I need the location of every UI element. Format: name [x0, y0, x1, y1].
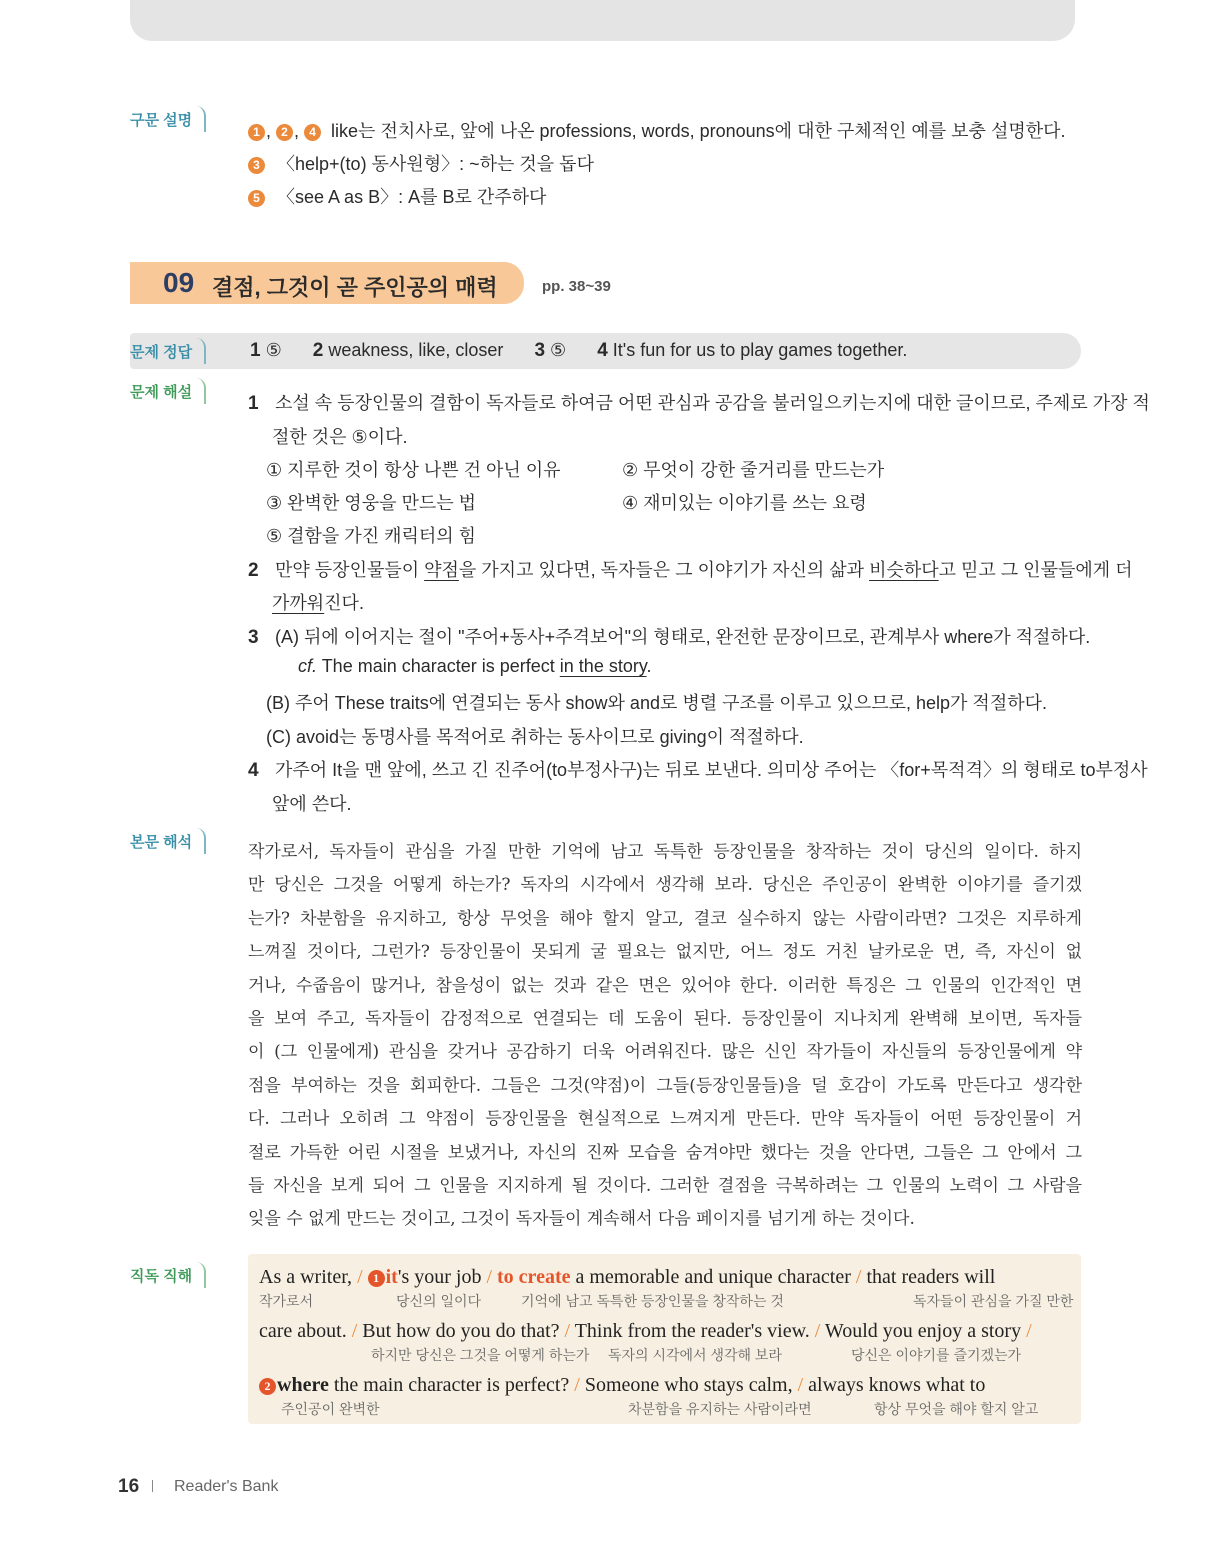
q2-underline-1: 약점	[424, 560, 459, 580]
chunk: always knows what to	[808, 1374, 986, 1396]
translation-line: 작가로서, 독자들이 관심을 가질 만한 기억에 남고 독특한 등장인물을 창작하는 것이 당신의 일이다. 하지	[248, 842, 1082, 862]
chunk: Think from the reader's view.	[574, 1320, 810, 1342]
unit-title-banner	[130, 262, 524, 304]
option-1: ① 지루한 것이 항상 나쁜 건 아닌 이유	[266, 460, 561, 480]
q3-line-b: (B) 주어 These traits에 연결되는 동사 show와 and로 병렬 구조를 이루고 있으므로, help가 적절하다.	[266, 693, 1047, 713]
number-badge: 5	[248, 190, 265, 207]
number-badge: 2	[276, 124, 293, 141]
grammar-line-2	[248, 150, 594, 176]
page-number: 16	[118, 1476, 140, 1497]
book-title: Reader's Bank	[174, 1478, 279, 1495]
q2-text: 만약 등장인물들이	[275, 560, 425, 580]
chunk: that readers will	[866, 1266, 996, 1288]
answer-number: 1	[250, 340, 261, 361]
q3-cf-text: The main character is perfect	[317, 656, 560, 676]
answer-number: 2	[312, 340, 324, 361]
translation-line: 다. 그러나 오히려 그 약점이 등장인물을 현실적으로 느껴지게 만든다. 만약 독자들이 어떤 등장인물이 거	[248, 1109, 1082, 1130]
q3-cf-text: .	[646, 656, 652, 676]
reading-ko: 당신은 이야기를 즐기겠는가	[851, 1347, 1022, 1363]
translation-line: 절로 가득한 어린 시절을 보냈거나, 자신의 진짜 모습을 숨겨야만 했다는 것을 안다면, 그들은 그 안에서 그	[248, 1142, 1082, 1163]
chunk: Someone who stays calm,	[584, 1374, 793, 1396]
footer-divider	[152, 1480, 153, 1492]
q1-text: 소설 속 등장인물의 결함이 독자들로 하여금 어떤 관심과 공감을 불러일으키는지에 대한 글이므로, 주제로 가장 적	[275, 393, 1150, 413]
answers-text	[250, 340, 907, 362]
answer-2: weakness, like, closer	[328, 340, 504, 360]
answer-number: 3	[534, 340, 546, 361]
chunk: a memorable and unique character	[570, 1266, 851, 1288]
direct-reading-box	[248, 1254, 1081, 1424]
question-number: 4	[248, 760, 259, 781]
chunk-bold: where	[277, 1374, 329, 1396]
chunk: But how do you do that?	[362, 1320, 560, 1342]
q2-line-1	[248, 556, 1133, 582]
cf-label: cf.	[298, 656, 318, 676]
translation-line: 는가? 차분함을 유지하고, 항상 무엇을 해야 할지 알고, 결코 실수하지 않는 사람이라면? 그것은 지루하게	[248, 908, 1082, 929]
grammar-text-1: like는 전치사로, 앞에 나온 professions, words, pronouns에 대한 구체적인 예를 보충 설명한다.	[331, 121, 1066, 141]
reading-ko: 독자들이 관심을 가질 만한	[913, 1293, 1074, 1309]
reading-ko: 기억에 남고 독특한 등장인물을 창작하는 것	[521, 1293, 784, 1309]
reading-ko: 작가로서	[259, 1293, 314, 1309]
answer-1: ⑤	[265, 340, 282, 360]
unit-title: 결점, 그것이 곧 주인공의 매력	[212, 275, 498, 300]
translation-line: 느껴질 것이다, 그런가? 등장인물이 못되게 굴 필요는 없지만, 어느 정도 거친 날카로운 면, 즉, 자신이 없	[248, 942, 1082, 963]
page-reference: pp. 38~39	[542, 278, 611, 295]
answers-tag: 문제 정답	[130, 338, 206, 364]
q2-line-2	[272, 589, 364, 615]
translation-paragraph	[248, 836, 1082, 1237]
translation-line: 거나, 수줍음이 많거나, 참을성이 없는 것과 같은 면은 있어야 한다. 이러한 특징은 그 인물의 인간적인 면	[248, 975, 1082, 996]
chunk-highlight: it	[385, 1266, 398, 1288]
chunk: As a writer,	[259, 1266, 353, 1288]
number-badge: 3	[248, 157, 265, 174]
translation-line: 점을 부여하는 것을 회피한다. 그들은 그것(약점)이 그들(등장인물들)을 덜 호감이 가도록 만든다고 생각한	[248, 1075, 1082, 1096]
q1-line-1	[248, 389, 1150, 415]
number-badge: 1	[248, 124, 265, 141]
translation-line: 만 당신은 그것을 어떻게 하는가? 독자의 시각에서 생각해 보라. 당신은 주인공이 완벽한 이야기를 즐기겠	[248, 875, 1082, 896]
top-header-bar	[130, 0, 1075, 41]
reading-ko: 독자의 시각에서 생각해 보라	[608, 1347, 782, 1363]
q2-text: 고 믿고 그 인물들에게 더	[938, 560, 1133, 580]
grammar-tag: 구문 설명	[130, 106, 206, 132]
q3-line-1	[248, 623, 1090, 649]
answer-bar	[130, 333, 1081, 369]
option-3: ③ 완벽한 영웅을 만드는 법	[266, 493, 477, 513]
translation-line: 을 보여 주고, 독자들이 감정적으로 연결되는 데 도움이 된다. 등장인물이 지나치게 완벽해 보이면, 독자들	[248, 1008, 1082, 1029]
unit-number: 09	[163, 267, 195, 298]
reading-ko: 하지만 당신은 그것을 어떻게 하는가	[371, 1347, 590, 1363]
grammar-line-3	[248, 183, 546, 209]
chunk: care about.	[259, 1320, 347, 1342]
answer-number: 4	[597, 340, 608, 361]
answer-3: ⑤	[550, 340, 567, 360]
q2-text: 진다.	[324, 593, 364, 613]
option-5: ⑤ 결함을 가진 캐릭터의 힘	[266, 526, 477, 546]
reading-ko: 차분함을 유지하는 사람이라면	[628, 1401, 812, 1417]
number-badge: 4	[304, 124, 321, 141]
q2-text: 을 가지고 있다면, 독자들은 그 이야기가 자신의 삶과	[458, 560, 870, 580]
number-badge: 1	[368, 1270, 385, 1287]
reading-ko: 당신의 일이다	[396, 1293, 482, 1309]
translation-tag: 본문 해석	[130, 828, 206, 854]
chunk-highlight: to create	[497, 1266, 571, 1288]
question-number: 2	[248, 560, 259, 581]
q2-underline-2: 비슷하다	[869, 560, 939, 580]
q1-line-2: 절한 것은 ⑤이다.	[272, 427, 408, 447]
reading-en-line-1: As a writer, / 1 it's your job / to create a memorable and unique character / that readers will	[259, 1266, 996, 1288]
translation-line: 잊을 수 없게 만드는 것이고, 그것이 독자들이 계속해서 다음 페이지를 넘기게 하는 것이다.	[248, 1209, 915, 1230]
grammar-text-3: 〈see A as B〉: A를 B로 간주하다	[277, 187, 547, 207]
reading-en-line-3: 2 where the main character is perfect? / Someone who stays calm, / always knows what to	[259, 1374, 1069, 1397]
reading-ko: 항상 무엇을 해야 할지 알고	[874, 1401, 1039, 1417]
q3-text-a: (A) 뒤에 이어지는 절이 "주어+동사+주격보어"의 형태로, 완전한 문장이므로, 관계부사 where가 적절하다.	[275, 627, 1091, 647]
grammar-text-2: 〈help+(to) 동사원형〉: ~하는 것을 돕다	[277, 154, 594, 174]
reading-tag: 직독 직해	[130, 1262, 206, 1288]
chunk: Would you enjoy a story	[824, 1320, 1022, 1342]
chunk: 's your job	[397, 1266, 482, 1288]
grammar-line-1: 1 , 2 , 4 like는 전치사로, 앞에 나온 professions, words, pronouns에 대한 구체적인 예를 보충 설명한다.	[248, 117, 1066, 143]
chunk: the main character is perfect?	[328, 1374, 570, 1396]
option-2: ② 무엇이 강한 줄거리를 만드는가	[622, 460, 885, 480]
answer-4: It's fun for us to play games together.	[612, 340, 908, 360]
question-number: 3	[248, 627, 259, 648]
translation-line: 이 (그 인물에게) 관심을 갖거나 공감하기 더욱 어려워진다. 많은 신인 작가들이 자신들의 등장인물에게 약	[248, 1042, 1082, 1063]
question-number: 1	[248, 393, 259, 414]
explanation-tag: 문제 해설	[130, 378, 206, 404]
q3-cf-line	[298, 656, 652, 677]
translation-line: 들 자신을 보게 되어 그 인물을 지지하게 될 것이다. 그러한 결점을 극복하려는 그 인물의 노력이 그 사람을	[248, 1175, 1082, 1196]
q3-cf-underline: in the story	[559, 656, 647, 676]
q4-line-2: 앞에 쓴다.	[272, 794, 352, 814]
q4-text: 가주어 It을 맨 앞에, 쓰고 긴 진주어(to부정사구)는 뒤로 보낸다. 의미상 주어는 〈for+목적격〉의 형태로 to부정사	[275, 760, 1148, 780]
option-4: ④ 재미있는 이야기를 쓰는 요령	[622, 493, 867, 513]
q3-line-c: (C) avoid는 동명사를 목적어로 취하는 동사이므로 giving이 적절하다.	[266, 727, 804, 747]
number-badge: 2	[259, 1378, 276, 1395]
reading-en-line-2: care about. / But how do you do that? / Think from the reader's view. / Would you enjoy a story /	[259, 1320, 1032, 1342]
q4-line-1	[248, 756, 1148, 782]
q2-underline-3: 가까워	[272, 593, 325, 613]
reading-ko: 주인공이 완벽한	[281, 1401, 380, 1417]
